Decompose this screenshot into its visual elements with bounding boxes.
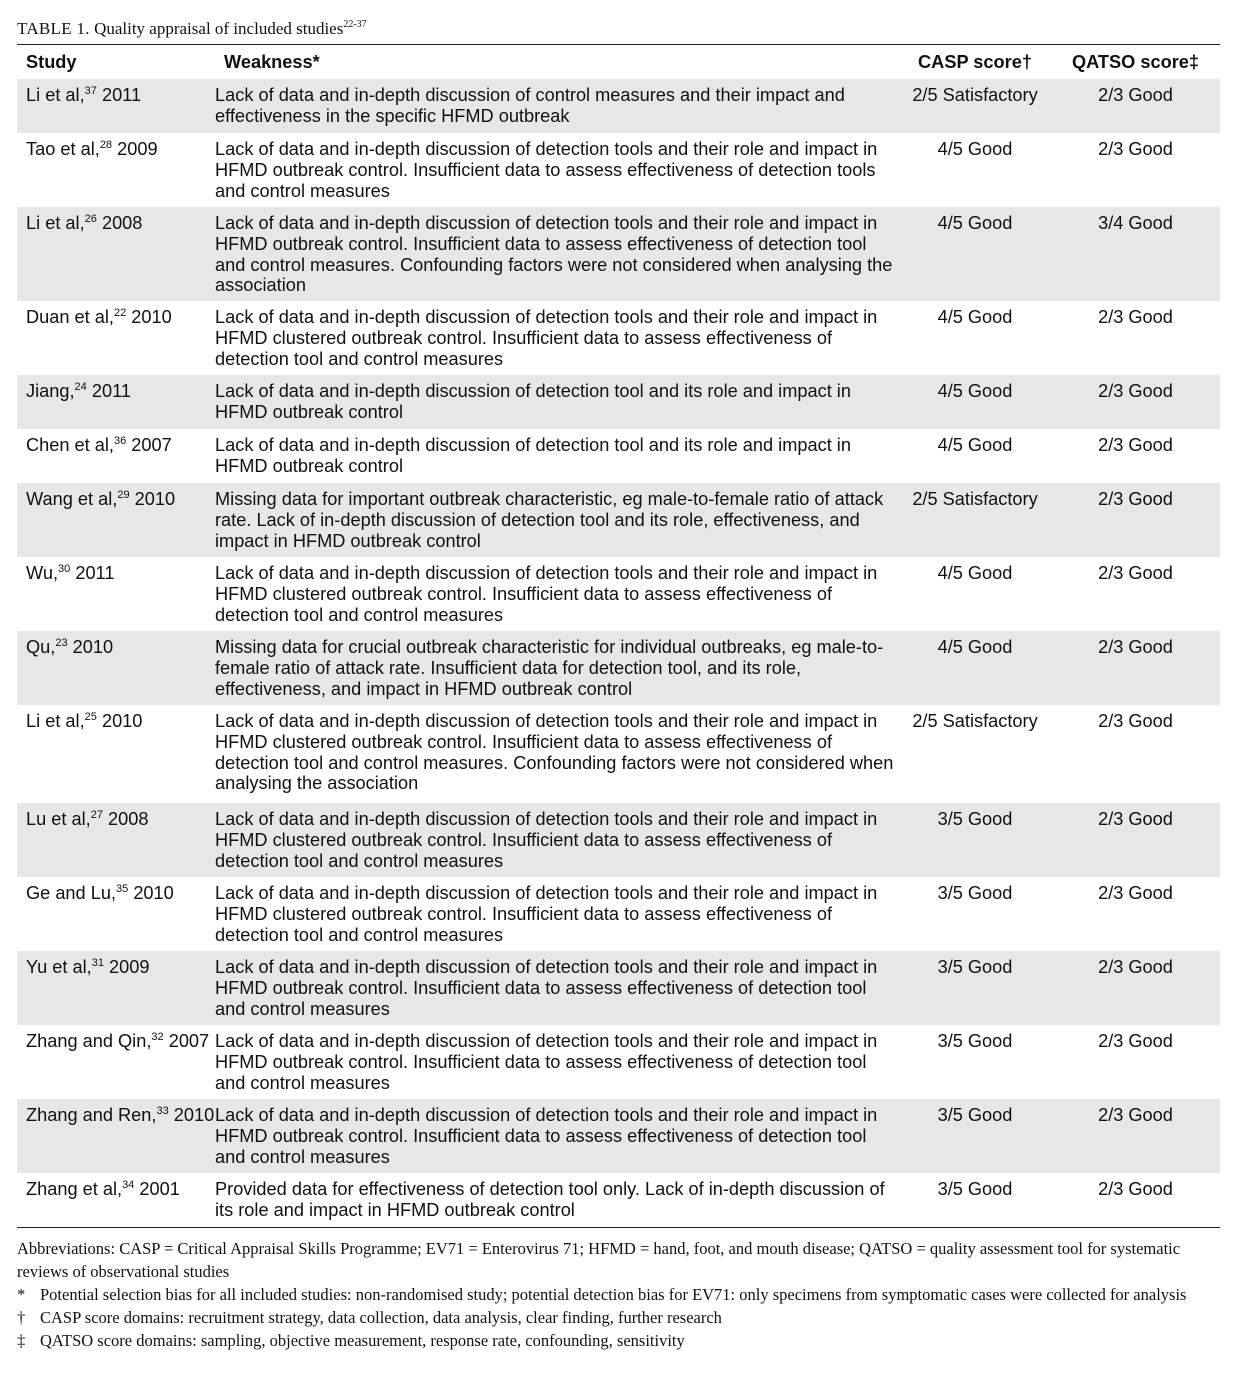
study-ref: 30 — [58, 563, 71, 575]
study-year: 2009 — [109, 957, 150, 977]
study-ref: 36 — [113, 435, 127, 447]
weakness-cell: Lack of data and in-depth discussion of detection tool and its role and impact in HFMD outbreak control — [215, 375, 899, 429]
study-year: 2010 — [173, 1105, 215, 1125]
footnote-text: QATSO score domains: sampling, objective measurement, response rate, confounding, sensitivity — [40, 1330, 685, 1350]
weakness-cell: Missing data for crucial outbreak characteristic for individual outbreaks, eg male-to-female ratio of attack rate. Insufficient data for detection tool, and its role, effectiveness, and impact in HFMD outbreak control — [215, 631, 899, 705]
footnote-text: Potential selection bias for all included studies: non-randomised study; potential detection bias for EV71: only specimens from symptomatic cases were collected for analysis — [40, 1284, 1187, 1304]
casp-score-cell: 2/5 Satisfactory — [912, 711, 1038, 731]
study-year: 2011 — [101, 85, 142, 105]
study-cell — [17, 301, 215, 375]
study-author: Zhang et al, — [26, 1179, 123, 1199]
footnote-text: CASP score domains: recruitment strategy, data collection, data analysis, clear finding, further research — [40, 1307, 722, 1327]
weakness-cell: Provided data for effectiveness of detection tool only. Lack of in-depth discussion of its role and impact in HFMD outbreak control — [215, 1179, 885, 1220]
footnote — [17, 1283, 1217, 1306]
study-year: 2007 — [168, 1031, 210, 1051]
header-row — [17, 45, 1220, 80]
footnote — [17, 1306, 1217, 1329]
table-row — [17, 631, 1220, 705]
table-row — [17, 1099, 1220, 1173]
study-author: Qu, — [26, 637, 56, 657]
table-row — [17, 705, 1220, 803]
study-ref: 28 — [99, 139, 113, 151]
study-ref: 37 — [84, 85, 97, 97]
study-author: Yu et al, — [26, 957, 92, 977]
casp-score-cell: 4/5 Good — [937, 139, 1013, 159]
study-year: 2007 — [131, 435, 172, 455]
footnote-symbol: * — [17, 1284, 26, 1304]
qatso-score-cell: 2/3 Good — [1051, 79, 1220, 133]
qatso-score-cell: 3/4 Good — [1051, 207, 1220, 301]
study-cell — [17, 207, 215, 301]
qatso-score-cell: 2/3 Good — [1098, 883, 1173, 903]
study-cell — [17, 79, 215, 133]
weakness-cell: Lack of data and in-depth discussion of detection tools and their role and impact in HFMD outbreak control. Insufficient data to assess effectiveness of detection tools and control measures — [215, 139, 878, 201]
study-ref: 29 — [117, 489, 130, 501]
footnote-symbol: † — [17, 1307, 26, 1327]
casp-score-cell: 4/5 Good — [899, 375, 1051, 429]
table-row — [17, 803, 1220, 877]
study-ref: 22 — [113, 307, 127, 319]
study-year: 2010 — [101, 711, 143, 731]
study-cell — [17, 1173, 215, 1227]
study-author: Chen et al, — [26, 435, 114, 455]
study-cell — [17, 429, 215, 483]
qatso-score-cell: 2/3 Good — [1098, 711, 1173, 731]
qatso-score-cell: 2/3 Good — [1098, 1031, 1173, 1051]
study-ref: 33 — [156, 1105, 169, 1117]
study-cell — [17, 803, 215, 877]
study-cell — [17, 877, 215, 951]
casp-score-cell: 2/5 Satisfactory — [899, 483, 1051, 557]
study-author: Ge and Lu, — [26, 883, 116, 903]
weakness-cell: Lack of data and in-depth discussion of detection tool and its role and impact in HFMD outbreak control — [215, 435, 851, 476]
study-year: 2010 — [131, 307, 172, 327]
study-year: 2008 — [101, 213, 143, 233]
qatso-score-cell: 2/3 Good — [1098, 435, 1173, 455]
table-footnotes — [17, 1237, 1217, 1352]
casp-score-cell: 4/5 Good — [899, 631, 1051, 705]
study-cell — [17, 483, 215, 557]
study-year: 2010 — [134, 489, 176, 509]
weakness-cell: Lack of data and in-depth discussion of detection tools and their role and impact in HFMD clustered outbreak control. Insufficient data to assess effectiveness of detection tool and control measures. Confounding factors were not considered when analysing the association — [215, 711, 894, 794]
weakness-cell: Lack of data and in-depth discussion of control measures and their impact and effectiveness in the specific HFMD outbreak — [215, 79, 899, 133]
table-row — [17, 877, 1220, 951]
qatso-score-cell: 2/3 Good — [1098, 307, 1173, 327]
qatso-score-cell: 2/3 Good — [1098, 563, 1173, 583]
weakness-cell: Lack of data and in-depth discussion of detection tools and their role and impact in HFMD clustered outbreak control. Insufficient data to assess effectiveness of detection tool and control measures — [215, 563, 878, 625]
col-header-weakness: Weakness* — [224, 52, 320, 72]
quality-appraisal-table — [17, 44, 1220, 1228]
study-author: Lu et al, — [26, 809, 91, 829]
study-author: Li et al, — [26, 711, 85, 731]
study-author: Li et al, — [26, 85, 85, 105]
study-cell — [17, 557, 215, 631]
casp-score-cell: 4/5 Good — [937, 435, 1013, 455]
casp-score-cell: 4/5 Good — [937, 563, 1013, 583]
casp-score-cell: 3/5 Good — [899, 1099, 1051, 1173]
weakness-cell: Lack of data and in-depth discussion of detection tools and their role and impact in HFMD outbreak control. Insufficient data to assess effectiveness of detection tool and control measures — [215, 1031, 878, 1093]
casp-score-cell: 2/5 Satisfactory — [899, 79, 1051, 133]
col-header-study: Study — [26, 52, 77, 72]
table-row — [17, 207, 1220, 301]
study-author: Tao et al, — [26, 139, 100, 159]
casp-score-cell: 3/5 Good — [937, 883, 1013, 903]
study-year: 2009 — [117, 139, 158, 159]
casp-score-cell: 3/5 Good — [937, 1031, 1013, 1051]
table-row — [17, 483, 1220, 557]
study-author: Li et al, — [26, 213, 85, 233]
study-year: 2010 — [72, 637, 114, 657]
table-row — [17, 429, 1220, 483]
weakness-cell: Lack of data and in-depth discussion of detection tools and their role and impact in HFMD clustered outbreak control. Insufficient data to assess effectiveness of detection tool and control measures — [215, 883, 878, 945]
abbreviations-note: Abbreviations: CASP = Critical Appraisal Skills Programme; EV71 = Enterovirus 71; HFMD = hand, foot, and mouth disease; QATSO = quality assessment tool for systematic reviews of observational studies — [17, 1238, 1181, 1281]
table-row — [17, 951, 1220, 1025]
study-year: 2001 — [139, 1179, 180, 1199]
study-cell — [17, 951, 215, 1025]
footnote-symbol: ‡ — [17, 1330, 26, 1350]
table-caption — [17, 12, 1221, 44]
col-header-qatso: QATSO score‡ — [1071, 52, 1200, 72]
qatso-score-cell: 2/3 Good — [1051, 803, 1220, 877]
table-figure — [17, 12, 1221, 1352]
study-ref: 24 — [74, 381, 87, 393]
study-cell — [17, 631, 215, 705]
table-title-refs: 22-37 — [343, 19, 367, 30]
study-author: Wu, — [26, 563, 59, 583]
qatso-score-cell: 2/3 Good — [1051, 951, 1220, 1025]
col-header-casp: CASP score† — [918, 52, 1032, 72]
study-year: 2011 — [91, 381, 131, 401]
study-author: Duan et al, — [26, 307, 114, 327]
study-ref: 31 — [91, 957, 104, 969]
study-author: Zhang and Qin, — [26, 1031, 152, 1051]
table-row — [17, 1173, 1220, 1227]
weakness-cell: Lack of data and in-depth discussion of detection tools and their role and impact in HFMD outbreak control. Insufficient data to assess effectiveness of detection tool and control measures — [215, 1099, 899, 1173]
study-author: Jiang, — [26, 381, 75, 401]
table-row — [17, 133, 1220, 207]
casp-score-cell: 4/5 Good — [937, 307, 1013, 327]
study-ref: 23 — [55, 637, 68, 649]
table-label: TABLE 1. — [17, 19, 90, 38]
study-cell — [17, 375, 215, 429]
study-cell — [17, 705, 215, 803]
casp-score-cell: 4/5 Good — [899, 207, 1051, 301]
table-row — [17, 557, 1220, 631]
table-title: Quality appraisal of included studies — [94, 19, 344, 38]
study-ref: 34 — [122, 1179, 135, 1191]
weakness-cell: Missing data for important outbreak characteristic, eg male-to-female ratio of attack rate. Lack of in-depth discussion of detection tool and its role, effectiveness, and impact in HFMD outbreak control — [215, 483, 899, 557]
study-author: Wang et al, — [26, 489, 118, 509]
table-row — [17, 301, 1220, 375]
casp-score-cell: 3/5 Good — [937, 1179, 1013, 1199]
weakness-cell: Lack of data and in-depth discussion of detection tools and their role and impact in HFMD outbreak control. Insufficient data to assess effectiveness of detection tool and control measures — [215, 951, 899, 1025]
table-row — [17, 375, 1220, 429]
study-cell — [17, 1099, 215, 1173]
qatso-score-cell: 2/3 Good — [1098, 139, 1173, 159]
study-author: Zhang and Ren, — [26, 1105, 157, 1125]
qatso-score-cell: 2/3 Good — [1051, 375, 1220, 429]
weakness-cell: Lack of data and in-depth discussion of detection tools and their role and impact in HFMD outbreak control. Insufficient data to assess effectiveness of detection tool and control measures. Confounding factors were not considered when analysing the association — [215, 207, 899, 301]
qatso-score-cell: 2/3 Good — [1051, 483, 1220, 557]
weakness-cell: Lack of data and in-depth discussion of detection tools and their role and impact in HFMD clustered outbreak control. Insufficient data to assess effectiveness of detection tool and control measures — [215, 307, 878, 369]
study-ref: 25 — [84, 711, 97, 723]
casp-score-cell: 3/5 Good — [899, 803, 1051, 877]
table-row — [17, 79, 1220, 133]
qatso-score-cell: 2/3 Good — [1098, 1179, 1173, 1199]
table-row — [17, 1025, 1220, 1099]
casp-score-cell: 3/5 Good — [899, 951, 1051, 1025]
study-ref: 35 — [116, 883, 129, 895]
study-year: 2011 — [75, 563, 115, 583]
study-ref: 27 — [90, 809, 103, 821]
study-year: 2008 — [108, 809, 149, 829]
qatso-score-cell: 2/3 Good — [1051, 631, 1220, 705]
study-year: 2010 — [133, 883, 174, 903]
study-cell — [17, 133, 215, 207]
weakness-cell: Lack of data and in-depth discussion of detection tools and their role and impact in HFMD clustered outbreak control. Insufficient data to assess effectiveness of detection tool and control measures — [215, 803, 899, 877]
study-cell — [17, 1025, 215, 1099]
study-ref: 26 — [84, 213, 97, 225]
study-ref: 32 — [151, 1031, 164, 1043]
qatso-score-cell: 2/3 Good — [1051, 1099, 1220, 1173]
footnote — [17, 1329, 1217, 1352]
